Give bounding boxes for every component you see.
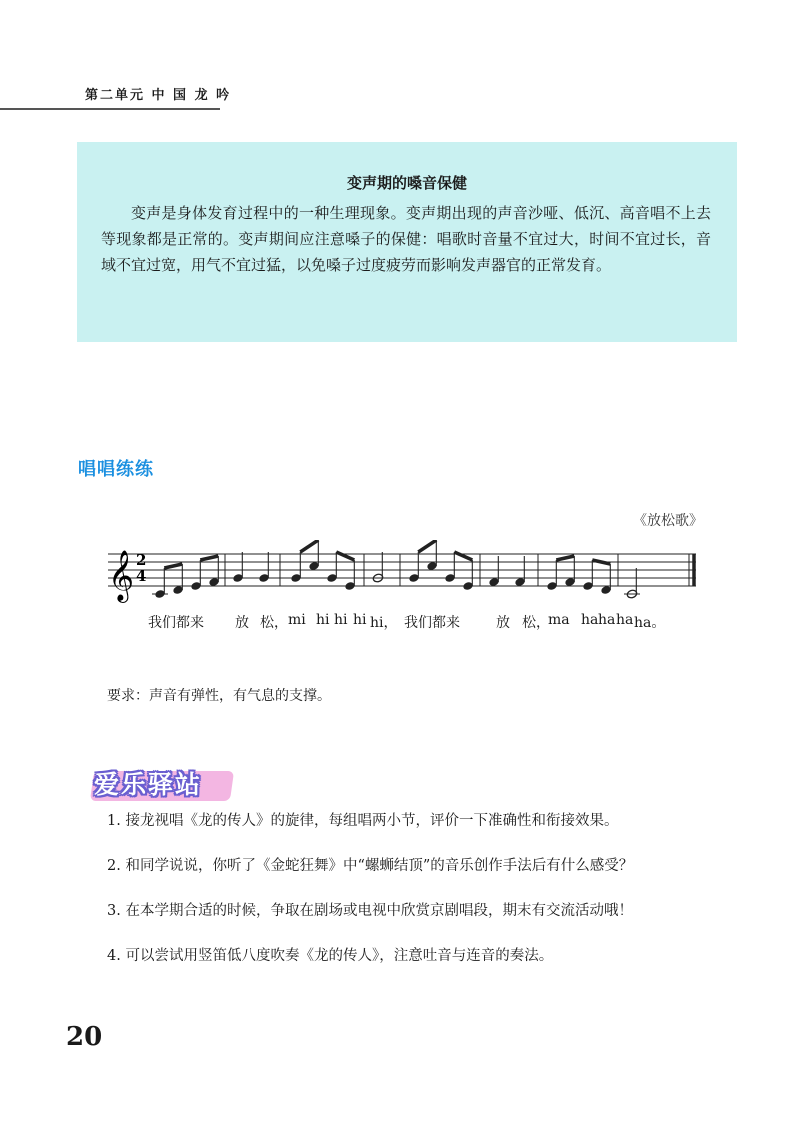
song-title: 《放松歌》 xyxy=(633,513,703,529)
beam xyxy=(556,556,574,560)
treble-clef-icon: 𝄞 xyxy=(108,550,135,601)
beam xyxy=(592,560,610,564)
practice-heading: 唱唱练练 xyxy=(78,459,154,480)
page-number: 20 xyxy=(66,1022,103,1052)
singing-requirement: 要求：声音有弹性，有气息的支撑。 xyxy=(107,688,331,704)
lyric-syllable: 松， xyxy=(260,615,288,631)
beam xyxy=(454,552,472,560)
voice-care-note xyxy=(77,142,737,342)
lyric-syllable: hi， xyxy=(370,615,398,631)
note-title: 变声期的嗓音保健 xyxy=(346,174,467,192)
activity-list xyxy=(107,810,747,990)
lyric-syllable: 松， xyxy=(522,615,550,631)
lyric-syllable: ma xyxy=(548,612,570,628)
staff-lines xyxy=(108,554,696,586)
lyric-syllable: ha xyxy=(598,612,616,628)
activity-item: 4. 可以尝试用竖笛低八度吹奏《龙的传人》，注意吐音与连音的奏法。 xyxy=(107,948,554,964)
time-signature-bottom: 4 xyxy=(136,567,147,585)
chapter-header: 第二单元 中 国 龙 吟 xyxy=(85,88,232,103)
beam xyxy=(300,540,318,552)
lyric-syllable: 放 xyxy=(496,615,510,631)
time-signature-top: 2 xyxy=(136,551,147,569)
lyric-syllable: hi xyxy=(316,612,330,628)
activity-badge xyxy=(88,765,238,803)
activity-item: 1. 接龙视唱《龙的传人》的旋律，每组唱两小节，评价一下准确性和衔接效果。 xyxy=(107,813,619,829)
note-body: 变声是身体发育过程中的一种生理现象。变声期出现的声音沙哑、低沉、高音唱不上去等现象都是正常的。变声期间应注意嗓子的保健：唱歌时音量不宜过大，时间不宜过长，音域不宜过宽，用气不宜过猛，以免嗓子过度疲劳而影响发声器官的正常发育。 xyxy=(101,204,711,274)
lyric-syllable: hi xyxy=(353,612,367,628)
lyric-syllable: ha xyxy=(616,612,634,628)
lyric-syllable: hi xyxy=(334,612,348,628)
beam xyxy=(336,552,354,560)
activity-item: 2. 和同学说说，你听了《金蛇狂舞》中“螺蛳结顶”的音乐创作手法后有什么感受？ xyxy=(107,858,634,874)
lyric-syllable: ha。 xyxy=(634,615,666,631)
activity-heading: 爱乐驿站 xyxy=(94,770,203,799)
music-staff xyxy=(108,540,708,606)
lyric-syllable: 我们都来 xyxy=(404,615,460,631)
beam xyxy=(164,564,182,568)
lyrics-line xyxy=(108,612,708,634)
lyric-syllable: mi xyxy=(288,612,306,628)
header-rule xyxy=(0,108,220,110)
activity-item: 3. 在本学期合适的时候，争取在剧场或电视中欣赏京剧唱段，期末有交流活动哦！ xyxy=(107,903,633,919)
beam xyxy=(418,540,436,552)
lyric-syllable: ha xyxy=(581,612,599,628)
lyric-syllable: 放 xyxy=(235,615,249,631)
beam xyxy=(200,556,218,560)
lyric-syllable: 我们都来 xyxy=(148,615,204,631)
